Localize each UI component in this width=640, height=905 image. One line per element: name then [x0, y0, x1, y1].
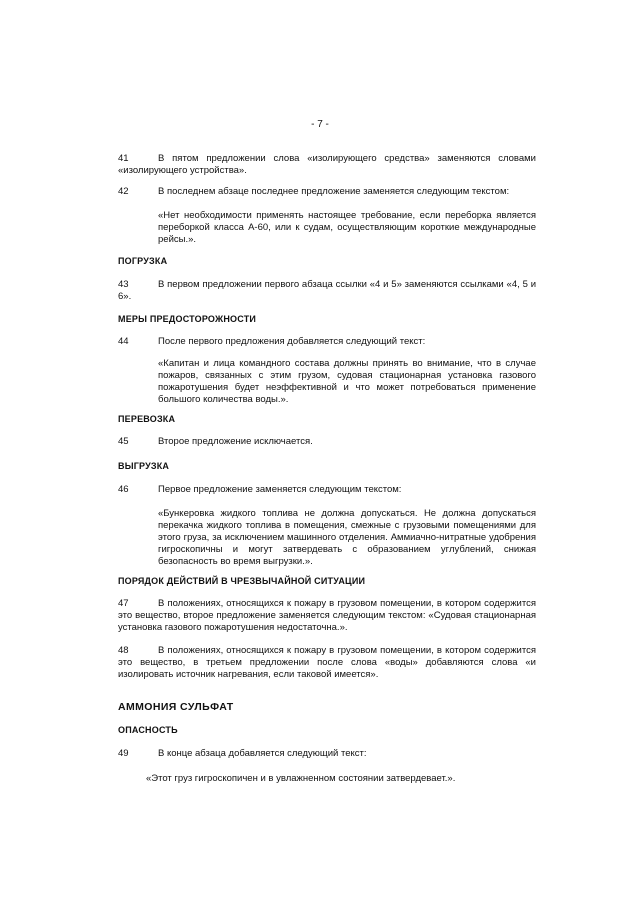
paragraph-text: Второе предложение исключается. — [158, 436, 313, 447]
paragraph-text: В пятом предложении слова «изолирующего средства» заменяются словами «изолирующего устройства». — [118, 153, 536, 176]
paragraph-text: В конце абзаца добавляется следующий текст: — [158, 748, 367, 759]
paragraph-number: 44 — [118, 336, 129, 347]
paragraph-number: 43 — [118, 279, 129, 290]
paragraph-48 — [118, 645, 536, 681]
paragraph-number: 48 — [118, 645, 129, 656]
heading-precautions: МЕРЫ ПРЕДОСТОРОЖНОСТИ — [118, 314, 257, 324]
paragraph-number: 49 — [118, 748, 129, 759]
paragraph-text: В первом предложении первого абзаца ссылки «4 и 5» заменяются ссылками «4, 5 и 6». — [118, 279, 536, 302]
paragraph-text: После первого предложения добавляется следующий текст: — [158, 336, 426, 347]
paragraph-43 — [118, 279, 536, 303]
heading-ammonium-sulfate: АММОНИЯ СУЛЬФАТ — [118, 701, 234, 713]
paragraph-text: В последнем абзаце последнее предложение заменяется следующим текстом: — [158, 186, 510, 197]
quote-46: «Бункеровка жидкого топлива не должна допускаться. Не должна допускаться перекачка жидкого топлива в помещения, смежные с грузовыми помещениями для этого груза, за исключением машинного отделения. Аммиачно-нитратные удобрения гигроскопичны и могут затвердевать с образованием углублений, снижая безопасность во время выгрузки.». — [158, 508, 536, 567]
paragraph-number: 46 — [118, 484, 129, 495]
heading-emergency: ПОРЯДОК ДЕЙСТВИЙ В ЧРЕЗВЫЧАЙНОЙ СИТУАЦИИ — [118, 576, 366, 586]
quote-49: «Этот груз гигроскопичен и в увлажненном состоянии затвердевает.». — [146, 773, 456, 784]
paragraph-47 — [118, 598, 536, 634]
heading-hazard: ОПАСНОСТЬ — [118, 725, 178, 735]
paragraph-41 — [118, 153, 536, 177]
paragraph-number: 42 — [118, 186, 129, 197]
heading-discharge: ВЫГРУЗКА — [118, 461, 170, 471]
paragraph-text: В положениях, относящихся к пожару в грузовом помещении, в котором содержится это вещество, второе предложение заменяется следующим текстом: «Судовая стационарная установка газового пожаротушения недостаточна.». — [118, 598, 536, 633]
paragraph-number: 41 — [118, 153, 129, 164]
quote-42: «Нет необходимости применять настоящее требование, если переборка является переборкой класса А-60, или к судам, осуществляющим короткие международные рейсы.». — [158, 210, 536, 245]
paragraph-text: В положениях, относящихся к пожару в грузовом помещении, в котором содержится это вещество, в третьем предложении после слова «воды» добавляются слова «и изолировать источник нагревания, если таковой имеется». — [118, 645, 536, 680]
heading-loading: ПОГРУЗКА — [118, 256, 168, 266]
quote-44: «Капитан и лица командного состава должны принять во внимание, что в случае пожаров, связанных с этим грузом, судовая стационарная установка газового пожаротушения будет неэффективной и что может потребоваться применение большого количества воды.». — [158, 358, 536, 405]
heading-carriage: ПЕРЕВОЗКА — [118, 414, 176, 424]
page-number: - 7 - — [311, 119, 329, 130]
paragraph-number: 45 — [118, 436, 129, 447]
paragraph-number: 47 — [118, 598, 129, 609]
paragraph-text: Первое предложение заменяется следующим текстом: — [158, 484, 402, 495]
